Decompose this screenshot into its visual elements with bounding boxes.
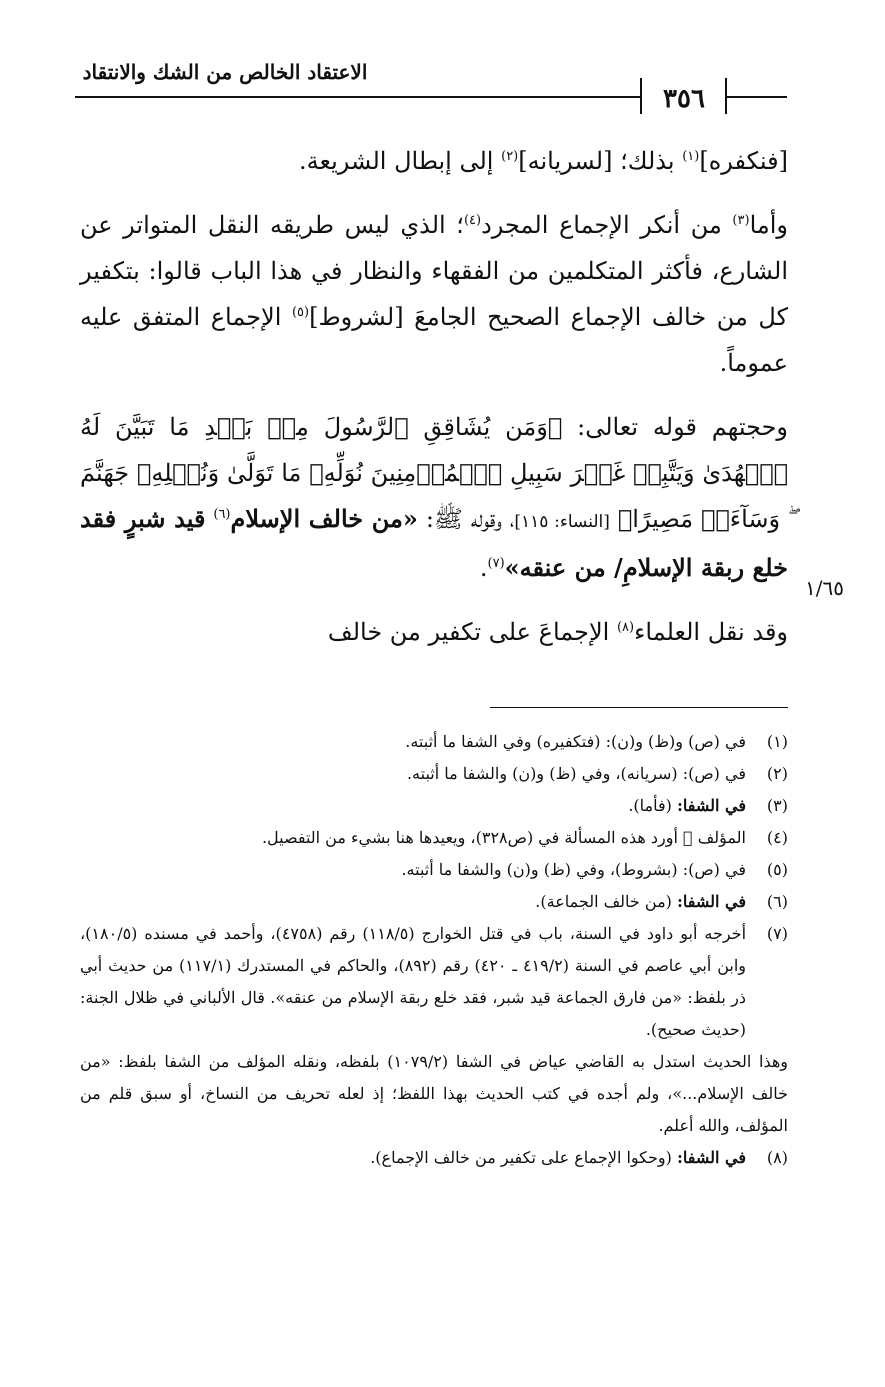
hadith-text-a: «من خالف الإسلام (230, 504, 418, 533)
footnote-marker: (٨) (616, 620, 635, 635)
p2-text-b: من أنكر الإجماع المجرد (481, 211, 722, 239)
footnote-marker: (٦) (213, 507, 231, 522)
p1-text-c: إلى إبطال الشريعة. (299, 147, 494, 175)
paragraph-2 (80, 202, 788, 386)
footnote-text (80, 790, 746, 822)
footnote-number: (٦) (766, 892, 788, 911)
footnote-marker: (٢) (501, 149, 519, 164)
footnote-number: (٥) (766, 860, 788, 879)
footnote-4 (80, 822, 788, 854)
header-bar-left (640, 78, 642, 114)
p3-mid: ، وقوله ﷺ: (417, 505, 515, 533)
footnote-3 (80, 790, 788, 822)
paragraph-4 (80, 609, 788, 655)
verse-reference: [النساء: ١١٥] (514, 512, 610, 532)
footnote-5 (80, 854, 788, 886)
footnote-7 (80, 918, 788, 1046)
footnote-2 (80, 758, 788, 790)
p4-text-b: الإجماعَ على تكفير من خالف (327, 618, 610, 646)
hadith-text-b: قيد شبرٍ فقد خلع ربقة الإسلامِ/ من عنقه» (80, 504, 788, 582)
footnote-body: (من خالف الجماعة). (535, 892, 677, 911)
footnote-body: (فأما). (628, 796, 677, 815)
margin-page-reference: ١/٦٥ (805, 576, 844, 600)
footnote-number: (٤) (766, 828, 788, 847)
footnote-label: في الشفا: (676, 1148, 746, 1167)
p3-intro: وحجتهم قوله تعالى: (562, 413, 789, 441)
paragraph-1 (80, 138, 788, 184)
footnote-number: (٧) (766, 924, 788, 943)
footnote-divider (490, 707, 788, 708)
footnote-marker: (٧) (487, 556, 505, 571)
footnote-text: في (ص) و(ظ) و(ن): (فتكفيره) وفي الشفا ما أثبته. (405, 732, 746, 751)
footnotes (80, 726, 788, 1174)
footnote-1 (80, 726, 788, 758)
footnote-label: في الشفا: (676, 892, 746, 911)
quran-verse: ﴿وَمَن يُشَاقِقِ ٱلرَّسُولَ مِنۢ بَعۡدِ مَا تَبَيَّنَ لَهُ ٱلۡهُدَىٰ وَيَتَّبِعۡ غَيۡرَ سَبِيلِ ٱلۡمُؤۡمِنِينَ نُوَلِّهِۦ مَا تَوَلَّىٰ وَنُصۡلِهِۦ جَهَنَّمَ ۖ وَسَآءَتۡ مَصِيرًا﴾ (80, 413, 789, 533)
footnote-number: (٣) (766, 796, 788, 815)
p3-end: . (479, 554, 488, 582)
footnote-body: (وحكوا الإجماع على تكفير من خالف الإجماع). (370, 1148, 677, 1167)
footnote-number: (٨) (766, 1148, 788, 1167)
footnote-text: المؤلف ﷫ أورد هذه المسألة في (ص٣٢٨)، ويعيدها هنا بشيء من التفصيل. (261, 828, 746, 847)
footnote-marker: (١) (682, 149, 700, 164)
header-rule-right (725, 96, 787, 98)
footnote-label: في الشفا: (676, 796, 746, 815)
footnote-7-continuation: وهذا الحديث استدل به القاضي عياض في الشفا (١٠٧٩/٢) بلفظه، ونقله المؤلف من الشفا بلفظ: «من خالف الإسلام...»، ولم أجده في كتب الحديث بهذا اللفظ؛ إذ لعله تحريف من النساخ، أو سبق قلم من المؤلف، والله أعلم. (80, 1052, 789, 1135)
page-number: ٣٥٦ (663, 84, 705, 114)
paragraph-3 (80, 404, 788, 591)
p4-text-a: وقد نقل العلماء (634, 618, 788, 646)
footnote-marker: (٥) (291, 305, 310, 320)
header-rule-left (75, 96, 640, 98)
p1-text-a: [فنكفره] (699, 147, 788, 175)
footnote-marker: (٤) (463, 213, 482, 228)
footnote-number: (١) (766, 732, 788, 751)
footnote-text: أخرجه أبو داود في السنة، باب في قتل الخوارج (١١٨/٥) رقم (٤٧٥٨)، وأحمد في مسنده (١٨٠/٥)، وابن أبي عاصم في السنة (٤١٩/٢ ـ ٤٢٠) رقم (٨٩٢)، والحاكم في المستدرك (١١٧/١) من حديث أبي ذر بلفظ: «من فارق الجماعة قيد شبر، فقد خلع ربقة الإسلام من عنقه». قال الألباني في ظلال الجنة:(حديث صحيح). (80, 924, 747, 1039)
footnote-text (80, 886, 746, 918)
p2-text-d: الإجماع المتفق عليه عموماً. (80, 303, 788, 377)
footnote-text: في (ص): (بشروط)، وفي (ظ) و(ن) والشفا ما أثبته. (401, 860, 746, 879)
footnote-marker: (٣) (732, 213, 750, 228)
main-text (80, 138, 788, 673)
footnote-number: (٢) (766, 764, 788, 783)
footnote-8 (80, 1142, 788, 1174)
p2-text-c: ؛ الذي ليس طريقه النقل المتواتر عن الشارع، فأكثر المتكلمين من الفقهاء والنظار في هذا الباب قالوا: بتكفير كل من خالف الإجماع الصحيح الجامعَ [لشروط] (80, 211, 788, 331)
running-header-title: الاعتقاد الخالص من الشك والانتقاد (82, 60, 368, 84)
footnote-6 (80, 886, 788, 918)
footnote-text: في (ص): (سريانه)، وفي (ظ) و(ن) والشفا ما أثبته. (406, 764, 746, 783)
p2-text-a: وأما (749, 211, 788, 239)
p1-text-b: بذلك؛ [لسريانه] (518, 147, 675, 175)
footnote-text (80, 1142, 746, 1174)
